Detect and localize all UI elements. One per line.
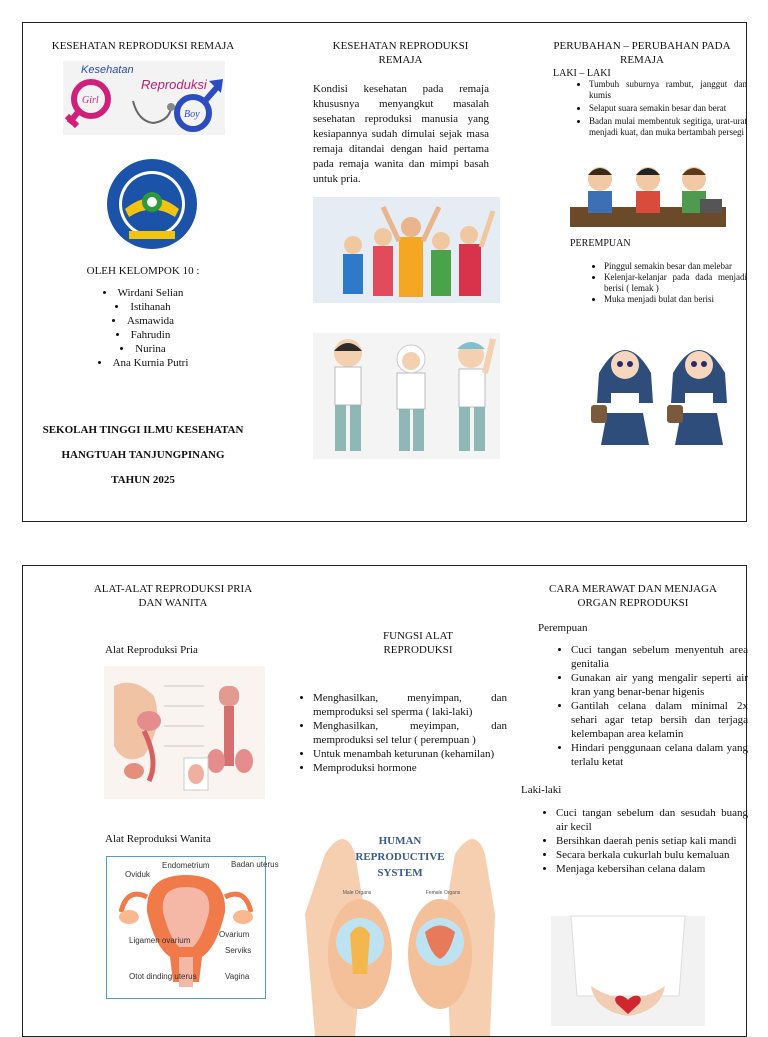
male-change-item: • Selaput suara semakin besar dan berat	[589, 103, 747, 114]
brochure-page-1	[22, 22, 747, 522]
function-item: • Memproduksi hormone	[313, 761, 507, 775]
col2-title: KESEHATAN REPRODUKSI REMAJA	[332, 40, 469, 66]
male-care-label: Laki-laki	[521, 784, 562, 796]
label-vagina: Vagina	[225, 972, 250, 981]
male-care-list	[538, 806, 748, 876]
male-care-item: • Secara berkala cukurlah bulu kemaluan	[556, 848, 748, 862]
function-item: • Untuk menambah keturunan (kehamilan)	[313, 747, 507, 761]
male-change-item: • Tumbuh suburnya rambut, janggut dan kumis	[589, 79, 747, 101]
function-item: • Menghasilkan, menyimpan, dan memproduksi sel sperma ( laki-laki)	[313, 691, 507, 719]
intro-paragraph: Kondisi kesehatan pada remaja khususnya menyangkut masalah sesehatan reproduksi manusia yang kesiapannya sudah dimulai sejak masa remaja ditandai dengan haid pertama pada remaja wanita dan mimpi basah untuk pria.	[313, 83, 489, 185]
female-change-item: • Pinggul semakin besar dan melebar	[604, 261, 747, 272]
member-item: • Fahrudin	[33, 328, 253, 342]
year-label: TAHUN 2025	[111, 474, 175, 486]
logo-text-1: Kesehatan	[81, 64, 134, 76]
col3-title: PERUBAHAN – PERUBAHAN PADA REMAJA	[553, 40, 731, 66]
label-serviks: Serviks	[225, 946, 252, 955]
male-changes-list	[571, 79, 747, 138]
logo-girl: Girl	[82, 95, 99, 106]
function-item: • Menghasilkan, meyimpan, dan memproduksi sel telur ( perempuan )	[313, 719, 507, 747]
member-item: • Wirdani Selian	[33, 286, 253, 300]
school-name-line2: HANGTUAH TANJUNGPINANG	[61, 449, 225, 461]
hands-heart-image	[551, 916, 705, 1026]
teenagers-group-image	[313, 197, 500, 303]
female-care-item: • Gunakan air yang mengalir seperti air kran yang benar-benar higenis	[571, 671, 748, 699]
male-care-item: • Bersihkan daerah penis setiap kali mandi	[556, 834, 748, 848]
male-care-item: • Menjaga kebersihan celana dalam	[556, 862, 748, 876]
label-badan-uterus: Badan uterus	[231, 860, 279, 869]
label-oviduk: Oviduk	[125, 870, 150, 879]
students-cartoon-image	[313, 333, 500, 459]
female-change-item: • Kelenjar-kelanjar pada dada menjadi berisi ( lemak )	[604, 272, 747, 294]
female-care-item: • Hindari penggunaan celana dalam yang terlalu ketat	[571, 741, 748, 769]
logo-text-2: Reproduksi	[141, 77, 207, 92]
member-item: • Asmawida	[33, 314, 253, 328]
member-item: • Nurina	[33, 342, 253, 356]
brochure-page-2	[22, 565, 747, 1037]
member-item: • Ana Kurnia Putri	[33, 356, 253, 370]
group-label: OLEH KELOMPOK 10 :	[86, 265, 200, 277]
poster-female-label: Female Organs	[425, 890, 461, 896]
male-changes-label: LAKI – LAKI	[553, 68, 611, 79]
male-reproductive-diagram	[104, 666, 265, 799]
label-otot: Otot dinding uterus	[129, 972, 197, 981]
logo-boy: Boy	[184, 109, 200, 120]
male-change-item: • Badan mulai membentuk segitiga, urat-urat menjadi kuat, dan muka bertambah persegi	[589, 116, 747, 138]
school-emblem	[105, 157, 199, 251]
female-care-label: Perempuan	[538, 622, 588, 634]
female-change-item: • Muka menjadi bulat dan berisi	[604, 294, 747, 305]
female-organs-label: Alat Reproduksi Wanita	[105, 833, 211, 845]
col1-title: KESEHATAN REPRODUKSI REMAJA	[51, 40, 235, 52]
label-ligamen: Ligamen ovarium	[129, 936, 191, 945]
label-endometrium: Endometrium	[162, 861, 210, 870]
col3-title-page2: CARA MERAWAT DAN MENJAGA ORGAN REPRODUKSI	[549, 583, 717, 609]
female-care-list	[553, 643, 748, 769]
poster-title-2: REPRODUCTIVE	[355, 851, 445, 863]
col1-title-page2: ALAT-ALAT REPRODUKSI PRIA DAN WANITA	[93, 583, 253, 609]
school-name-line1: SEKOLAH TINGGI ILMU KESEHATAN	[42, 424, 244, 436]
members-list	[33, 286, 253, 370]
male-care-item: • Cuci tangan sebelum dan sesudah buang air kecil	[556, 806, 748, 834]
female-changes-label: PEREMPUAN	[570, 238, 631, 249]
female-reproductive-diagram	[106, 856, 279, 999]
poster-title-3: SYSTEM	[377, 867, 423, 879]
boys-cartoon-image	[570, 159, 726, 227]
reproductive-health-logo	[63, 61, 225, 135]
poster-male-label: Male Organs	[342, 890, 372, 896]
human-reproductive-system-poster	[305, 824, 495, 1036]
functions-list	[295, 691, 507, 775]
female-care-item: • Cuci tangan sebelum menyentuh area genitalia	[571, 643, 748, 671]
girls-cartoon-image	[591, 333, 736, 451]
female-care-item: • Gantilah celana dalam minimal 2x sehari agar tetap bersih dan terjaga kelembapan area kelamin	[571, 699, 748, 741]
label-ovarium: Ovarium	[219, 930, 250, 939]
female-changes-list	[586, 261, 747, 305]
col2-title-page2: FUNGSI ALAT REPRODUKSI	[383, 630, 453, 656]
member-item: • Istihanah	[33, 300, 253, 314]
male-organs-label: Alat Reproduksi Pria	[105, 644, 198, 656]
poster-title-1: HUMAN	[378, 835, 422, 847]
